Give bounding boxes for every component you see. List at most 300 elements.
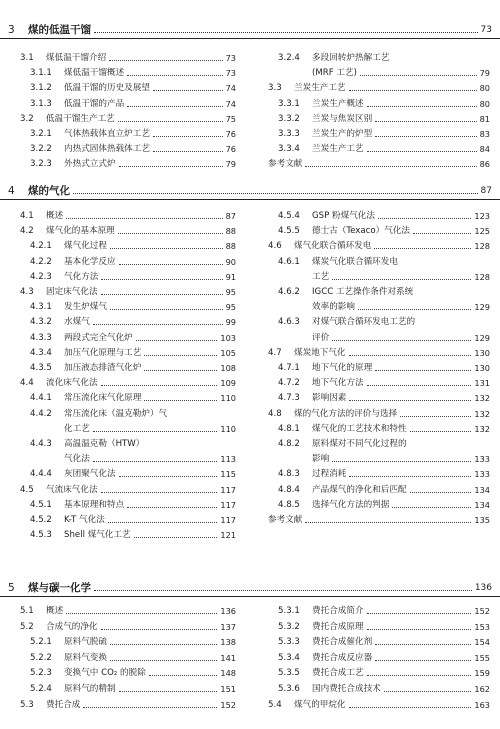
entry-title: 气流床气化法 — [46, 484, 98, 495]
toc-entry[interactable] — [30, 314, 236, 327]
dot-leader — [375, 644, 471, 645]
entry-title: 影响 — [312, 454, 330, 465]
dot-leader — [153, 90, 223, 91]
dot-leader — [101, 492, 218, 493]
entry-title: 产品煤气的净化和后匹配 — [312, 484, 407, 495]
entry-title: 原料气脱硫 — [64, 637, 107, 648]
entry-title: 气化方法 — [64, 271, 99, 282]
entry-page: 95 — [225, 287, 236, 297]
toc-entry[interactable] — [30, 330, 236, 343]
toc-entry[interactable] — [278, 634, 490, 647]
toc-entry[interactable] — [278, 375, 490, 388]
toc-entry[interactable] — [278, 650, 490, 663]
entry-title: 兰炭生产工艺 — [312, 144, 364, 155]
entry-title: 地下气化的原理 — [312, 363, 373, 373]
entry-number: 4.5 — [20, 484, 34, 495]
entry-page: 137 — [220, 621, 236, 632]
dot-leader — [358, 309, 471, 310]
entry-number: 5.2.2 — [30, 652, 52, 663]
toc-entry[interactable] — [30, 466, 236, 479]
entry-title: 过程消耗 — [312, 469, 347, 480]
toc-entry[interactable] — [20, 603, 236, 616]
entry-page: 73 — [225, 53, 236, 63]
entry-title: 影响因素 — [312, 393, 347, 404]
toc-entry[interactable] — [30, 65, 236, 78]
dot-leader — [119, 476, 218, 477]
entry-number: 4.8 — [268, 408, 282, 419]
entry-number: 4.6.2 — [278, 287, 300, 297]
entry-title: 兰炭与焦炭区别 — [312, 113, 373, 124]
entry-number: 4.5.5 — [278, 226, 300, 237]
toc-entry[interactable] — [20, 619, 236, 632]
toc-entry[interactable] — [312, 451, 490, 464]
entry-page: 132 — [474, 423, 490, 434]
entry-title: 气体热载体直立炉工艺 — [64, 129, 150, 139]
chapter-page: 136 — [474, 583, 492, 593]
entry-title: 地下气化方法 — [312, 378, 364, 389]
entry-title: 煤气化联合循环发电 — [294, 241, 372, 252]
entry-page: 136 — [220, 606, 236, 616]
toc-entry[interactable] — [30, 345, 236, 358]
dot-leader — [118, 121, 223, 122]
toc-entry[interactable] — [30, 406, 236, 419]
toc-entry[interactable] — [268, 80, 490, 93]
entry-page: 81 — [479, 113, 490, 124]
entry-page: 110 — [220, 393, 236, 404]
chapter-title: 煤的低温干馏 — [28, 24, 91, 36]
dot-leader — [93, 461, 218, 462]
toc-entry[interactable] — [30, 126, 236, 139]
entry-title: 概述 — [46, 211, 64, 221]
entry-page: 105 — [220, 347, 236, 358]
toc-entry[interactable] — [268, 697, 490, 710]
entry-title: 化工艺 — [64, 423, 90, 434]
toc-entry[interactable] — [30, 299, 236, 312]
toc-entry[interactable] — [268, 406, 490, 419]
toc-entry[interactable] — [30, 156, 236, 169]
entry-title: 煤的气化方法的评价与选择 — [294, 408, 398, 419]
toc-entry[interactable] — [20, 208, 236, 221]
toc-entry[interactable] — [278, 360, 490, 373]
toc-entry[interactable] — [20, 223, 236, 236]
toc-entry[interactable] — [30, 80, 236, 93]
entry-number: 4.8.3 — [278, 469, 300, 480]
toc-entry[interactable] — [278, 390, 490, 403]
entry-number: 4.5.4 — [278, 211, 300, 221]
dot-leader — [367, 675, 472, 676]
dot-leader — [375, 136, 476, 137]
entry-title: 低温干馏的历史及展望 — [64, 83, 150, 94]
dot-leader — [108, 522, 218, 523]
toc-entry[interactable] — [278, 50, 490, 63]
entry-page: 117 — [220, 484, 236, 495]
chapter-heading[interactable] — [8, 20, 492, 36]
entry-page: 131 — [474, 378, 490, 389]
entry-page: 128 — [474, 241, 490, 252]
toc-entry[interactable] — [20, 697, 236, 710]
entry-title: 效率的影响 — [312, 302, 355, 313]
entry-title: Shell 煤气化工艺 — [64, 530, 131, 541]
dot-leader — [144, 400, 217, 401]
entry-title: 低温干馏的产品 — [64, 98, 125, 109]
toc-entry[interactable] — [64, 421, 236, 434]
entry-number: 4.6.1 — [278, 256, 300, 267]
entry-page: 148 — [220, 668, 236, 679]
entry-page: 91 — [225, 271, 236, 282]
entry-title: 兰炭生产的炉型 — [312, 129, 373, 139]
toc-entry[interactable] — [20, 284, 236, 297]
entry-number: 3.1 — [20, 53, 34, 63]
entry-title: 费托合成反应器 — [312, 652, 373, 663]
chapter-heading[interactable] — [8, 181, 492, 197]
entry-title: 煤气化的基本原理 — [46, 226, 115, 237]
dot-leader — [349, 90, 477, 91]
entry-page: 80 — [479, 98, 490, 109]
toc-entry[interactable] — [268, 238, 490, 251]
entry-page: 130 — [474, 363, 490, 373]
dot-leader — [305, 522, 471, 523]
entry-number: 3.2.1 — [30, 129, 52, 139]
entry-number: 4.7.1 — [278, 363, 300, 373]
entry-title: 基本化学反应 — [64, 256, 116, 267]
dot-leader — [367, 629, 472, 630]
entry-page: 103 — [220, 332, 236, 343]
entry-title: 对煤气联合循环发电工艺的 — [312, 317, 416, 328]
dot-leader — [410, 492, 472, 493]
entry-page: 135 — [474, 515, 490, 525]
entry-number: 4.4.2 — [30, 408, 52, 419]
entry-number: 5.3.4 — [278, 652, 300, 663]
entry-number: 4.3.2 — [30, 317, 52, 328]
entry-page: 90 — [225, 256, 236, 267]
entry-number: 5.2.1 — [30, 637, 52, 648]
entry-number: 3.3.1 — [278, 98, 300, 109]
entry-title: 参考文献 — [268, 159, 303, 170]
toc-entry[interactable] — [268, 156, 490, 169]
dot-leader — [153, 136, 223, 137]
toc-entry[interactable] — [64, 451, 236, 464]
entry-number: 3.2.3 — [30, 159, 52, 170]
entry-number: 4.2.1 — [30, 241, 52, 252]
entry-number: 5.3.2 — [278, 621, 300, 632]
entry-title: 概述 — [46, 606, 64, 616]
toc-entry[interactable] — [278, 314, 490, 327]
entry-title: 基本原理和特点 — [64, 499, 125, 510]
entry-title: 选择气化方法的判据 — [312, 499, 390, 510]
dot-leader — [153, 151, 223, 152]
entry-page: 133 — [474, 469, 490, 480]
toc-entry[interactable] — [278, 421, 490, 434]
entry-title: 低温干馏生产工艺 — [46, 113, 115, 124]
toc-entry[interactable] — [278, 497, 490, 510]
entry-title: 原料煤对不同气化过程的 — [312, 439, 407, 449]
entry-page: 95 — [225, 302, 236, 313]
entry-title: 煤气化的工艺技术和特性 — [312, 423, 407, 434]
entry-number: 3.3.4 — [278, 144, 300, 155]
toc-entry[interactable] — [20, 482, 236, 495]
toc-entry[interactable] — [30, 527, 236, 540]
dot-leader — [101, 629, 218, 630]
entry-title: 加压液态排渣气化炉 — [64, 363, 142, 373]
toc-entry[interactable] — [20, 111, 236, 124]
toc-entry[interactable] — [312, 330, 490, 343]
entry-page: 162 — [474, 684, 490, 694]
entry-number: 5.2.3 — [30, 668, 52, 679]
entry-title: 煤低温干馏介绍 — [46, 53, 107, 63]
chapter-title: 煤与碳一化学 — [28, 582, 91, 594]
toc-entry[interactable] — [312, 65, 490, 78]
dot-leader — [149, 675, 218, 676]
entry-number: 4.8.1 — [278, 423, 300, 434]
entry-page: 99 — [225, 317, 236, 328]
chapter-heading[interactable] — [8, 578, 492, 594]
dot-leader — [110, 248, 223, 249]
entry-page: 110 — [220, 423, 236, 434]
entry-number: 5.1 — [20, 606, 34, 616]
entry-number: 4.3 — [20, 287, 34, 297]
entry-number: 4.4 — [20, 378, 34, 389]
entry-page: 159 — [474, 668, 490, 679]
entry-number: 4.3.1 — [30, 302, 52, 313]
dot-leader — [101, 294, 223, 295]
dot-leader — [367, 151, 477, 152]
entry-page: 163 — [474, 699, 490, 710]
entry-page: 86 — [479, 159, 490, 170]
chapter-rule — [0, 199, 500, 200]
entry-number: 4.5.1 — [30, 499, 52, 510]
chapter-rule — [0, 38, 500, 39]
entry-page: 117 — [220, 515, 236, 525]
entry-page: 130 — [474, 347, 490, 358]
entry-page: 80 — [479, 83, 490, 94]
entry-title: GSP 粉煤气化法 — [312, 211, 375, 221]
entry-page: 74 — [225, 98, 236, 109]
entry-title: 煤低温干馏概述 — [64, 68, 125, 79]
dot-leader — [144, 370, 217, 371]
entry-title: 国内费托合成技术 — [312, 684, 381, 694]
entry-title: (MRF 工艺) — [312, 68, 357, 79]
toc-entry[interactable] — [20, 375, 236, 388]
dot-leader — [375, 660, 471, 661]
dot-leader — [73, 193, 478, 194]
entry-page: 79 — [225, 159, 236, 170]
entry-page: 79 — [479, 68, 490, 79]
dot-leader — [101, 385, 218, 386]
entry-page: 108 — [220, 363, 236, 373]
toc-entry[interactable] — [278, 436, 490, 449]
entry-number: 4.2 — [20, 226, 34, 237]
entry-title: 煤炭地下气化 — [294, 347, 346, 358]
toc-entry[interactable] — [278, 603, 490, 616]
entry-number: 4.7 — [268, 347, 282, 358]
entry-page: 128 — [474, 271, 490, 282]
entry-page: 133 — [474, 454, 490, 465]
dot-leader — [332, 279, 471, 280]
toc-entry[interactable] — [30, 665, 236, 678]
toc-entry[interactable] — [30, 390, 236, 403]
entry-page: 129 — [474, 302, 490, 313]
toc-entry[interactable] — [278, 619, 490, 632]
entry-number: 5.3.5 — [278, 668, 300, 679]
entry-page: 138 — [220, 637, 236, 648]
toc-entry[interactable] — [278, 96, 490, 109]
entry-title: 合成气的净化 — [46, 621, 98, 632]
entry-page: 129 — [474, 332, 490, 343]
entry-page: 75 — [225, 113, 236, 124]
entry-title: 发生炉煤气 — [64, 302, 107, 313]
chapter-title: 煤的气化 — [28, 185, 70, 197]
entry-number: 5.4 — [268, 699, 282, 710]
toc-entry[interactable] — [278, 208, 490, 221]
dot-leader — [109, 60, 222, 61]
entry-page: 113 — [220, 454, 236, 465]
dot-leader — [66, 218, 222, 219]
entry-title: 煤气的甲烷化 — [294, 699, 346, 710]
entry-page: 132 — [474, 393, 490, 404]
toc-entry[interactable] — [30, 650, 236, 663]
entry-page: 115 — [220, 469, 236, 480]
toc-entry[interactable] — [278, 284, 490, 297]
chapter-page: 87 — [480, 186, 492, 196]
dot-leader — [119, 691, 218, 692]
entry-number: 4.7.3 — [278, 393, 300, 404]
entry-page: 76 — [225, 144, 236, 155]
entry-title: 内热式固体热载体工艺 — [64, 144, 150, 155]
toc-entry[interactable] — [30, 497, 236, 510]
dot-leader — [93, 431, 218, 432]
dot-leader — [360, 75, 477, 76]
entry-number: 3.2 — [20, 113, 34, 124]
dot-leader — [94, 590, 472, 591]
entry-page: 154 — [474, 637, 490, 648]
entry-number: 4.1 — [20, 211, 34, 221]
entry-title: 兰炭生产工艺 — [294, 83, 346, 94]
toc-entry[interactable] — [312, 269, 490, 282]
entry-page: 134 — [474, 499, 490, 510]
entry-title: 参考文献 — [268, 515, 303, 525]
chapter-number: 3 — [8, 24, 15, 36]
toc-entry[interactable] — [30, 436, 236, 449]
chapter-rule — [0, 596, 500, 597]
entry-number: 3.3.2 — [278, 113, 300, 124]
entry-number: 3.1.1 — [30, 68, 52, 79]
toc-entry[interactable] — [278, 111, 490, 124]
entry-number: 3.3 — [268, 83, 282, 94]
toc-entry[interactable] — [312, 299, 490, 312]
entry-title: 外热式立式炉 — [64, 159, 116, 170]
dot-leader — [332, 340, 471, 341]
toc-entry[interactable] — [30, 681, 236, 694]
entry-page: 151 — [220, 684, 236, 694]
entry-page: 125 — [474, 226, 490, 237]
dot-leader — [118, 233, 223, 234]
toc-entry[interactable] — [278, 665, 490, 678]
toc-entry[interactable] — [268, 512, 490, 525]
entry-number: 3.3.3 — [278, 129, 300, 139]
dot-leader — [392, 507, 471, 508]
entry-page: 87 — [225, 211, 236, 221]
toc-entry[interactable] — [30, 238, 236, 251]
entry-title: 高温温克勒（HTW） — [64, 439, 145, 449]
entry-number: 5.3.3 — [278, 637, 300, 648]
entry-number: 4.6.3 — [278, 317, 300, 328]
dot-leader — [375, 121, 476, 122]
entry-title: 费托合成工艺 — [312, 668, 364, 679]
entry-number: 4.5.2 — [30, 515, 52, 525]
entry-number: 4.3.3 — [30, 332, 52, 343]
entry-title: 工艺 — [312, 271, 330, 282]
entry-title: 费托合成简介 — [312, 606, 364, 616]
toc-entry[interactable] — [30, 512, 236, 525]
toc-entry[interactable] — [30, 141, 236, 154]
entry-title: 费托合成催化剂 — [312, 637, 373, 648]
dot-leader — [119, 166, 223, 167]
entry-number: 5.3.6 — [278, 684, 300, 694]
entry-number: 4.4.4 — [30, 469, 52, 480]
dot-leader — [66, 613, 217, 614]
toc-entry[interactable] — [278, 223, 490, 236]
entry-page: 152 — [220, 699, 236, 710]
entry-title: 灰团聚气化法 — [64, 469, 116, 480]
entry-title: 常压流化床（温克勒炉）气 — [64, 408, 168, 419]
dot-leader — [410, 431, 472, 432]
dot-leader — [110, 660, 217, 661]
entry-page: 117 — [220, 499, 236, 510]
entry-number: 4.7.2 — [278, 378, 300, 389]
entry-number: 3.1.2 — [30, 83, 52, 94]
chapter-page: 73 — [480, 25, 492, 35]
dot-leader — [94, 32, 478, 33]
dot-leader — [110, 309, 223, 310]
entry-title: 水煤气 — [64, 317, 90, 328]
dot-leader — [127, 106, 222, 107]
toc-entry[interactable] — [278, 254, 490, 267]
entry-number: 5.2 — [20, 621, 34, 632]
dot-leader — [332, 461, 471, 462]
dot-leader — [349, 355, 472, 356]
entry-page: 155 — [474, 652, 490, 663]
entry-page: 73 — [225, 68, 236, 79]
entry-page: 152 — [474, 606, 490, 616]
toc-entry[interactable] — [278, 482, 490, 495]
entry-title: 评价 — [312, 332, 330, 343]
entry-page: 121 — [220, 530, 236, 541]
toc-entry[interactable] — [20, 50, 236, 63]
entry-number: 4.4.1 — [30, 393, 52, 404]
toc-entry[interactable] — [30, 96, 236, 109]
dot-leader — [400, 416, 471, 417]
entry-title: K-T 气化法 — [64, 515, 105, 525]
dot-leader — [349, 707, 472, 708]
chapter-number: 5 — [8, 582, 15, 594]
dot-leader — [349, 476, 471, 477]
entry-number: 5.3 — [20, 699, 34, 710]
entry-title: 德士古（Texaco）气化法 — [312, 226, 411, 237]
toc-entry[interactable] — [278, 126, 490, 139]
toc-entry[interactable] — [278, 681, 490, 694]
toc-entry[interactable] — [30, 360, 236, 373]
dot-leader — [101, 279, 222, 280]
toc-entry[interactable] — [278, 141, 490, 154]
entry-title: 加压气化原理与工艺 — [64, 347, 142, 358]
toc-entry[interactable] — [278, 466, 490, 479]
toc-entry[interactable] — [30, 254, 236, 267]
toc-entry[interactable] — [268, 345, 490, 358]
toc-entry[interactable] — [30, 634, 236, 647]
dot-leader — [367, 106, 477, 107]
entry-title: 两段式完全气化炉 — [64, 332, 133, 343]
toc-entry[interactable] — [30, 269, 236, 282]
